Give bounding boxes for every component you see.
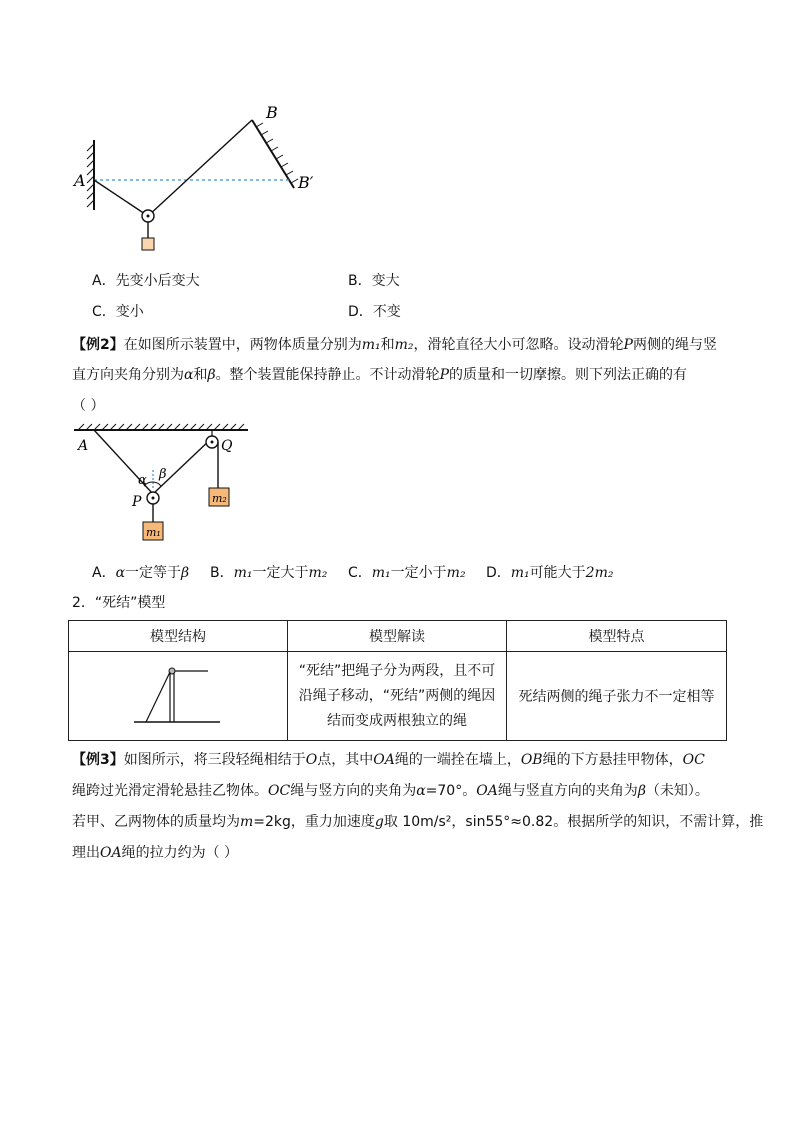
option-prefix: C． — [348, 565, 372, 581]
text: ，滑轮直径大小可忽略。设动滑轮 — [413, 337, 624, 353]
section-title: 2．“死结”模型 — [72, 595, 166, 611]
text: 。整个装置能保持静止。不计动滑轮 — [215, 367, 440, 383]
var-p: P — [623, 337, 633, 353]
option-b[interactable]: B．变大 — [348, 273, 400, 289]
dead-knot-structure-figure — [128, 656, 228, 736]
header-cell: 模型解读 — [288, 621, 507, 652]
text: 绳跨过光滑定滑轮悬挂乙物体。 — [72, 783, 268, 799]
option-prefix: D． — [486, 565, 511, 581]
var-oc: OC — [268, 783, 291, 799]
option-prefix: B． — [210, 565, 234, 581]
option-c[interactable] — [348, 563, 466, 583]
text: 和 — [380, 337, 395, 353]
option-a[interactable] — [92, 563, 189, 583]
text: 两侧的绳与竖 — [632, 337, 717, 353]
option-d[interactable]: D．不变 — [348, 304, 401, 320]
interpretation-cell — [288, 652, 507, 741]
text: 点，其中 — [317, 752, 374, 768]
option-prefix: A． — [92, 565, 116, 581]
var-alpha: α — [416, 783, 426, 799]
var-m2: m₂ — [446, 565, 466, 581]
example-tag: 【例3】 — [72, 752, 124, 768]
var-m1: m₁ — [233, 565, 253, 581]
figure-wall-rope-pulley — [70, 100, 330, 260]
text: 和 — [193, 367, 208, 383]
label-m2: m₂ — [212, 492, 227, 505]
option-text: 一定小于 — [390, 565, 447, 581]
option-text: 一定大于 — [252, 565, 309, 581]
text: 取 10m/s²，sin55°≈0.82。根据所学的知识，不需计算，推 — [383, 814, 764, 830]
figure-moving-pulley — [70, 422, 250, 550]
example2-line1 — [72, 335, 717, 355]
interpretation-line: 结而变成两根独立的绳 — [327, 712, 467, 729]
var-m1: m₁ — [361, 337, 381, 353]
label-alpha: α — [138, 473, 147, 488]
label-b-prime: B′ — [298, 173, 314, 192]
structure-figure-cell — [69, 652, 288, 741]
text: （未知）。 — [645, 783, 709, 799]
text: =70°。 — [425, 783, 477, 799]
feature-cell: 死结两侧的绳子张力不一定相等 — [507, 652, 727, 741]
header-cell: 模型特点 — [507, 621, 727, 652]
option-d[interactable] — [486, 563, 613, 583]
var-beta: β — [637, 783, 646, 799]
label-beta: β — [159, 467, 167, 482]
var-alpha: α — [115, 565, 126, 581]
text: 绳的一端拴在墙上， — [394, 752, 521, 768]
text: 理出 — [72, 845, 100, 861]
option-c[interactable]: C．变小 — [92, 304, 144, 320]
var-o: O — [305, 752, 318, 768]
text: 如图所示，将三段轻绳相结于 — [123, 752, 306, 768]
text: 绳的下方悬挂甲物体， — [542, 752, 683, 768]
option-a[interactable]: A．先变小后变大 — [92, 273, 200, 289]
model-table — [68, 620, 727, 741]
text: =2kg，重力加速度 — [253, 814, 375, 830]
text: 的质量和一切摩擦。则下列法正确的有 — [448, 367, 687, 383]
example3-line3 — [72, 812, 763, 832]
option-text: 一定等于 — [125, 565, 182, 581]
var-oa: OA — [476, 783, 498, 799]
var-oa: OA — [100, 845, 122, 861]
text: 直方向夹角分别为 — [72, 367, 184, 383]
var-m2: m₂ — [308, 565, 328, 581]
text: 绳的拉力约为（ ） — [121, 845, 239, 861]
label-m1: m₁ — [146, 526, 161, 539]
example3-line4 — [72, 843, 238, 863]
text: 若甲、乙两物体的质量均为 — [72, 814, 240, 830]
label-a: A — [74, 171, 86, 190]
var-m1: m₁ — [510, 565, 530, 581]
option-b[interactable] — [210, 563, 327, 583]
var-g: g — [374, 814, 384, 830]
example2-line2 — [72, 365, 687, 385]
text: 在如图所示装置中，两物体质量分别为 — [123, 337, 362, 353]
var-alpha: α — [184, 367, 194, 383]
table-row — [69, 652, 727, 741]
example3-line2 — [72, 781, 709, 801]
var-2m2: 2m₂ — [585, 565, 614, 581]
var-beta: β — [181, 565, 190, 581]
var-beta: β — [207, 367, 216, 383]
label-q: Q — [221, 438, 233, 454]
answer-paren: （ ） — [72, 398, 105, 414]
var-ob: OB — [520, 752, 543, 768]
label-a: A — [78, 438, 89, 454]
var-m2: m₂ — [394, 337, 414, 353]
example3-line1 — [72, 750, 705, 770]
var-oa: OA — [373, 752, 395, 768]
header-cell: 模型结构 — [69, 621, 288, 652]
text: 绳与竖直方向的夹角为 — [497, 783, 638, 799]
table-header-row — [69, 621, 727, 652]
var-oc: OC — [682, 752, 705, 768]
var-p: P — [439, 367, 449, 383]
label-b: B — [266, 103, 278, 122]
var-m1: m₁ — [371, 565, 391, 581]
var-m: m — [240, 814, 254, 830]
interpretation-line: “死结”把绳子分为两段，且不可 — [298, 662, 496, 679]
interpretation-line: 沿绳子移动，“死结”两侧的绳因 — [298, 687, 496, 704]
text: 绳与竖方向的夹角为 — [290, 783, 417, 799]
option-text: 可能大于 — [529, 565, 586, 581]
label-p: P — [132, 494, 142, 510]
example-tag: 【例2】 — [72, 337, 124, 353]
